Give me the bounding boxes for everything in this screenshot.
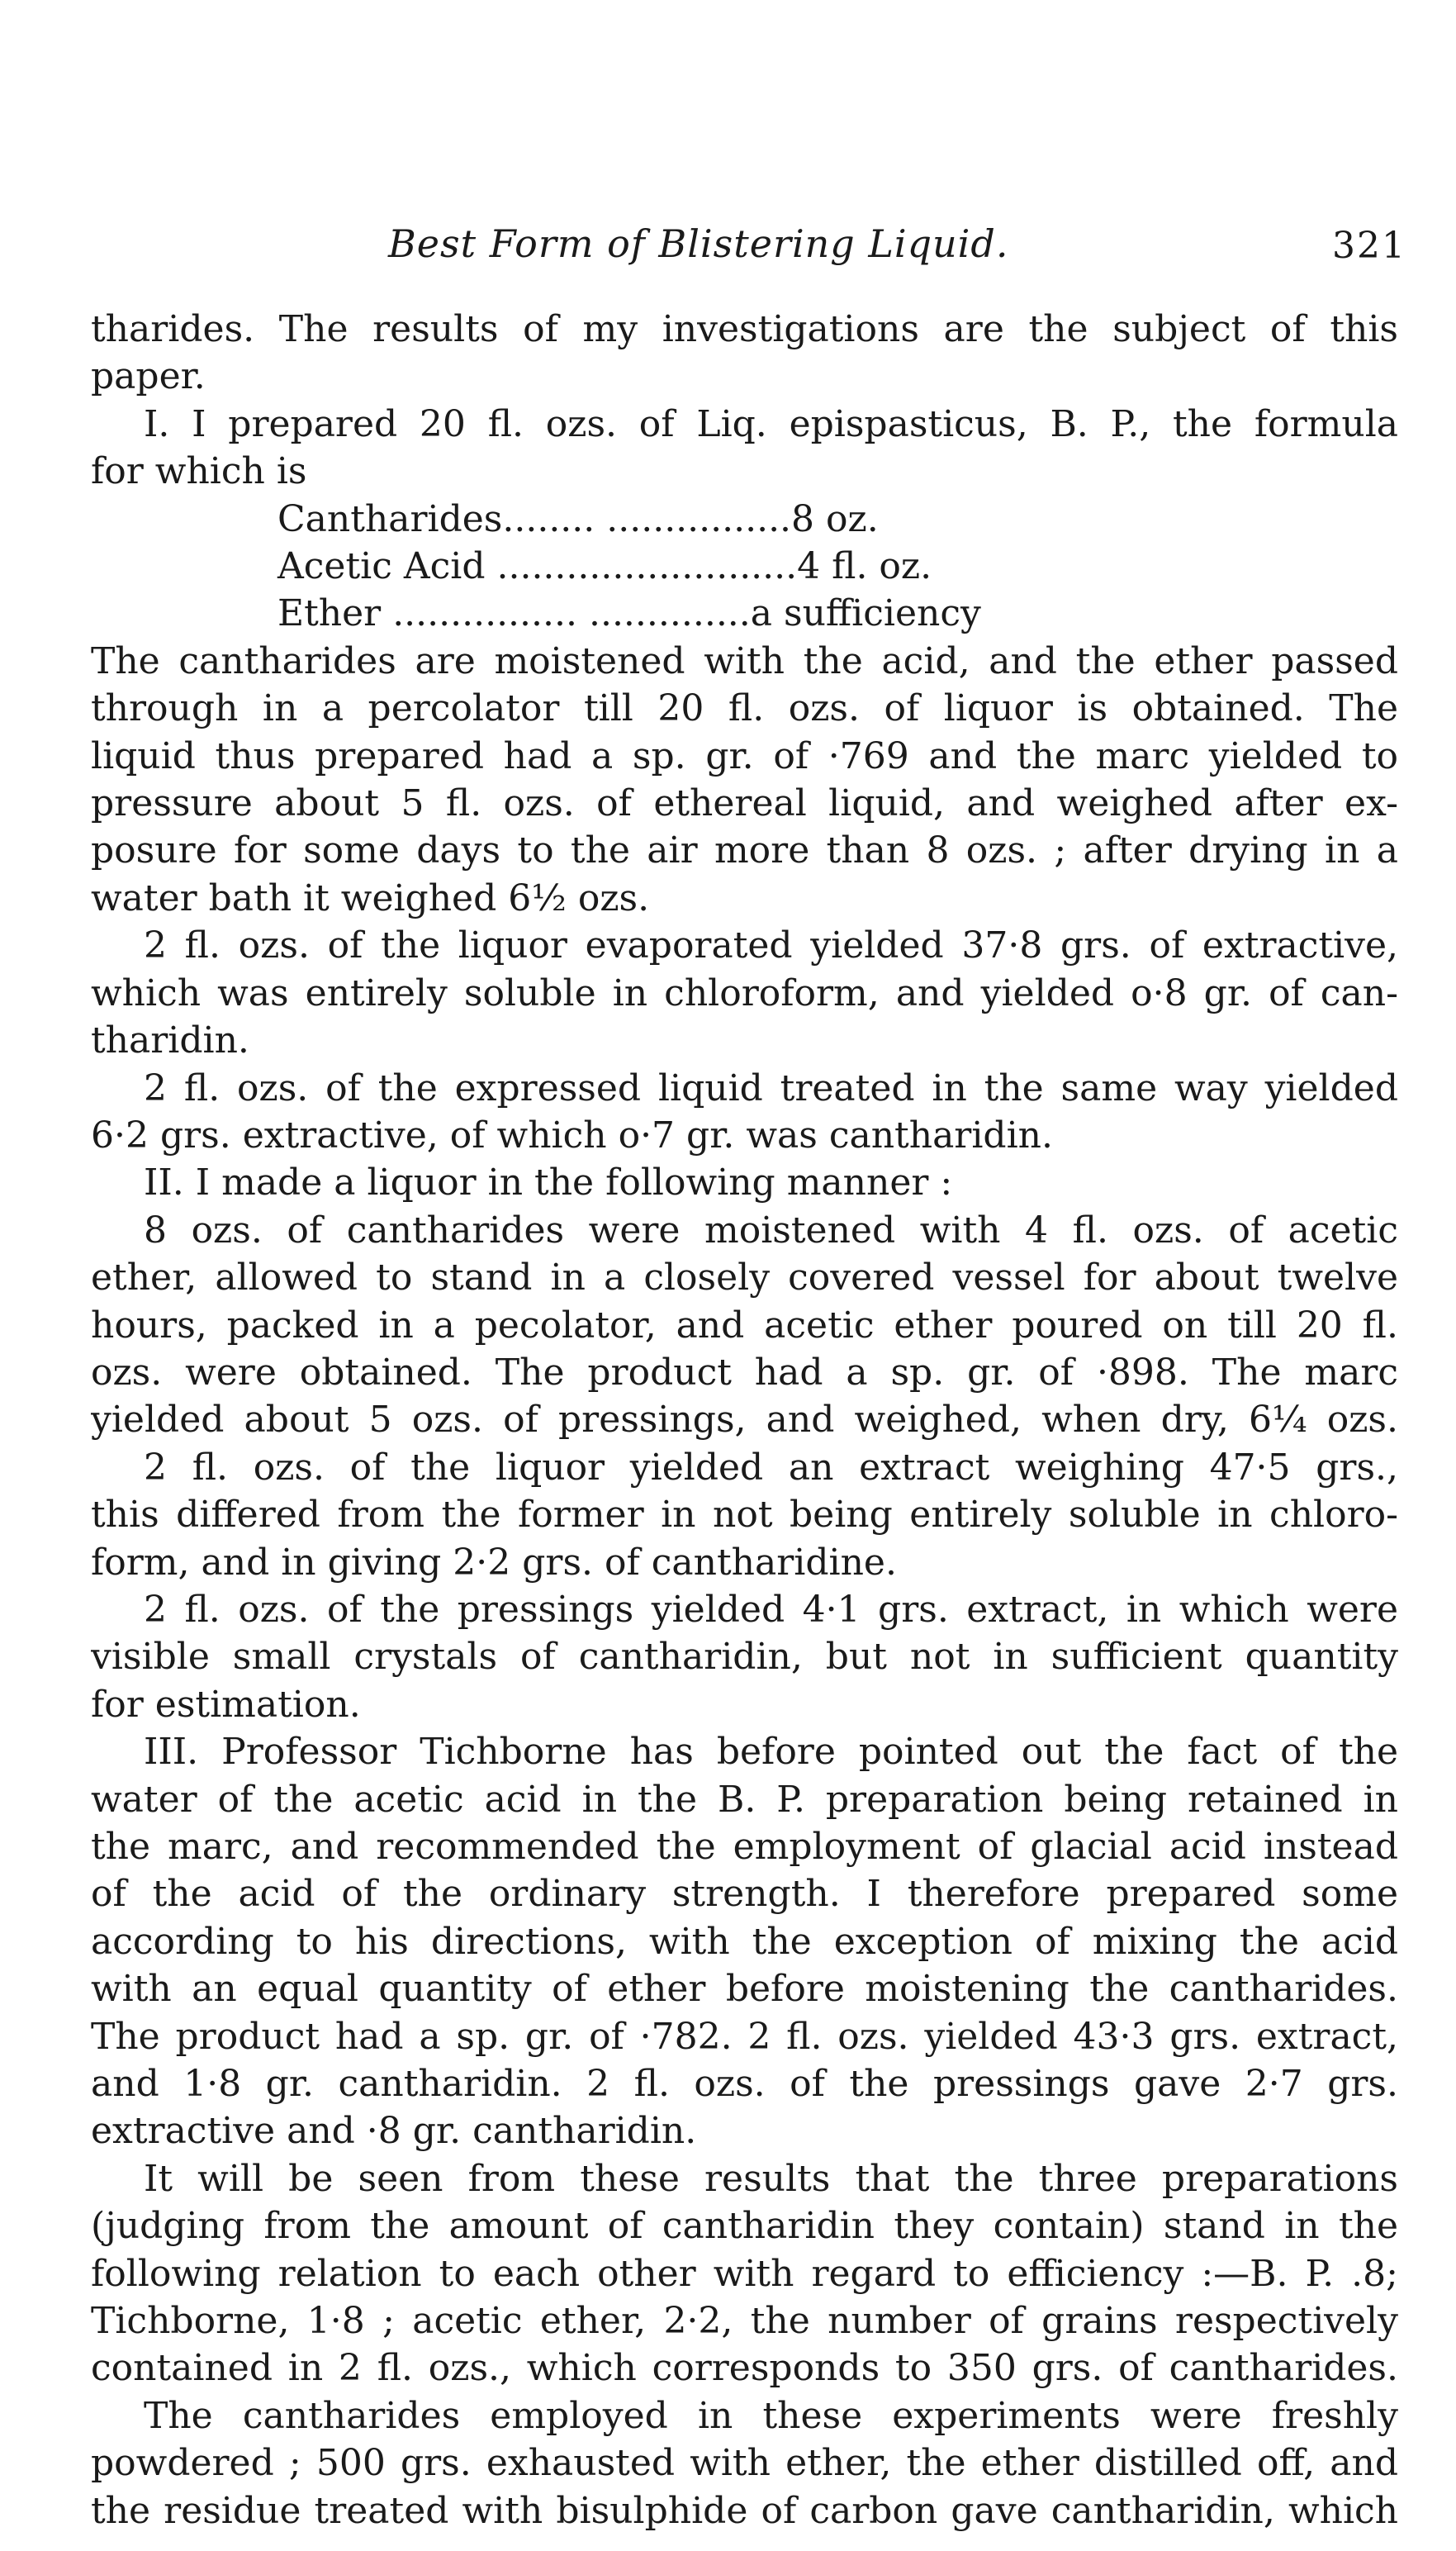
text-line: tharidin. xyxy=(91,1019,249,1062)
text-line: ether, allowed to stand in a closely covered vessel for about twelve xyxy=(91,1256,1398,1299)
page-number: 321 xyxy=(1332,225,1406,267)
text-line: The cantharides are moistened with the acid, and the ether passed xyxy=(91,639,1398,682)
text-line: I. I prepared 20 fl. ozs. of Liq. epispasticus, B. P., the formula xyxy=(144,402,1398,445)
text-line: 2 fl. ozs. of the expressed liquid treated in the same way yielded xyxy=(144,1066,1398,1109)
text-line: this differed from the former in not being entirely soluble in chloro- xyxy=(91,1494,1398,1537)
text-line: Tichborne, 1·8 ; acetic ether, 2·2, the number of grains respectively xyxy=(91,2300,1398,2343)
text-line: ozs. were obtained. The product had a sp. gr. of ·898. The marc xyxy=(91,1351,1398,1394)
text-line: yielded about 5 ozs. of pressings, and weighed, when dry, 6¼ ozs. xyxy=(91,1399,1398,1442)
text-line: which was entirely soluble in chloroform, and yielded o·8 gr. of can- xyxy=(91,971,1398,1014)
text-line: Acetic Acid ..........................4 fl. oz. xyxy=(277,545,932,588)
text-line: form, and in giving 2·2 grs. of cantharidine. xyxy=(91,1541,897,1584)
text-line: 2 fl. ozs. of the liquor yielded an extract weighing 47·5 grs., xyxy=(144,1446,1398,1489)
text-line: through in a percolator till 20 fl. ozs. of liquor is obtained. The xyxy=(91,687,1398,730)
text-line: powdered ; 500 grs. exhausted with ether, the ether distilled off, and xyxy=(91,2442,1398,2485)
text-line: The product had a sp. gr. of ·782. 2 fl. ozs. yielded 43·3 grs. extract, xyxy=(91,2015,1398,2058)
text-line: following relation to each other with regard to efficiency :—B. P. .8; xyxy=(91,2252,1398,2295)
text-line: water bath it weighed 6½ ozs. xyxy=(91,876,650,919)
running-header xyxy=(190,221,1406,279)
text-line: Ether ................ ..............a sufficiency xyxy=(277,592,981,635)
text-line: 2 fl. ozs. of the liquor evaporated yielded 37·8 grs. of extractive, xyxy=(144,924,1398,967)
text-line: extractive and ·8 gr. cantharidin. xyxy=(91,2110,697,2153)
text-line: the residue treated with bisulphide of carbon gave cantharidin, which xyxy=(91,2489,1398,2532)
text-line: of the acid of the ordinary strength. I therefore prepared some xyxy=(91,1873,1398,1916)
text-line: posure for some days to the air more than 8 ozs. ; after drying in a xyxy=(91,829,1398,872)
text-line: paper. xyxy=(91,355,206,398)
text-line: with an equal quantity of ether before moistening the cantharides. xyxy=(91,1968,1398,2011)
text-line: 6·2 grs. extractive, of which o·7 gr. was cantharidin. xyxy=(91,1114,1053,1157)
text-line: for estimation. xyxy=(91,1683,361,1726)
text-line: pressure about 5 fl. ozs. of ethereal liquid, and weighed after ex- xyxy=(91,782,1398,825)
text-line: (judging from the amount of cantharidin they contain) stand in the xyxy=(91,2205,1398,2248)
text-line: The cantharides employed in these experiments were freshly xyxy=(144,2394,1398,2437)
text-line: hours, packed in a pecolator, and acetic ether poured on till 20 fl. xyxy=(91,1304,1398,1347)
text-line: tharides. The results of my investigations are the subject of this xyxy=(91,308,1398,350)
text-line: contained in 2 fl. ozs., which corresponds to 350 grs. of cantharides. xyxy=(91,2347,1398,2390)
running-title: Best Form of Blistering Liquid. xyxy=(388,221,1009,266)
text-line: II. I made a liquor in the following manner : xyxy=(144,1161,953,1204)
text-line: 8 ozs. of cantharides were moistened with 4 fl. ozs. of acetic xyxy=(144,1209,1398,1252)
text-line: for which is xyxy=(91,450,307,493)
text-line: and 1·8 gr. cantharidin. 2 fl. ozs. of the pressings gave 2·7 grs. xyxy=(91,2063,1398,2106)
text-line: liquid thus prepared had a sp. gr. of ·769 and the marc yielded to xyxy=(91,734,1398,777)
text-line: III. Professor Tichborne has before pointed out the fact of the xyxy=(144,1731,1398,1774)
text-line: It will be seen from these results that the three preparations xyxy=(144,2157,1398,2200)
page-body-text xyxy=(91,306,1398,2534)
text-line: Cantharides........ ................8 oz. xyxy=(277,497,879,540)
text-line: according to his directions, with the exception of mixing the acid xyxy=(91,1920,1398,1963)
text-line: water of the acetic acid in the B. P. preparation being retained in xyxy=(91,1778,1398,1821)
text-line: visible small crystals of cantharidin, but not in sufficient quantity xyxy=(91,1636,1398,1679)
text-line: the marc, and recommended the employment of glacial acid instead xyxy=(91,1826,1398,1868)
text-line: 2 fl. ozs. of the pressings yielded 4·1 grs. extract, in which were xyxy=(144,1588,1398,1631)
